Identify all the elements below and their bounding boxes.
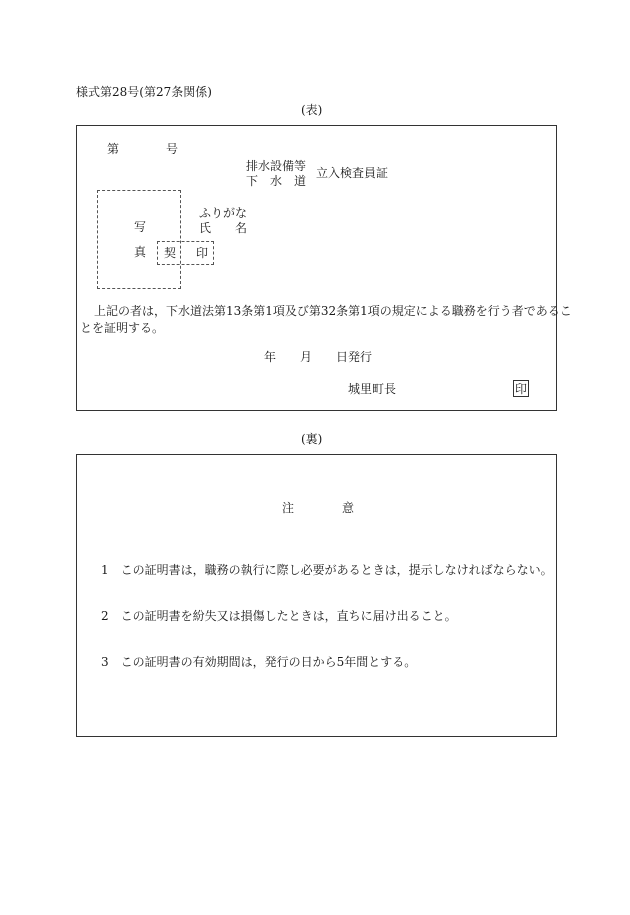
title-main: 立入検査員証 — [316, 166, 389, 180]
name-label: 氏 名 — [199, 221, 248, 235]
front-side-label: (表) — [301, 103, 323, 117]
number-dai: 第 — [107, 142, 120, 156]
photo-box — [97, 190, 181, 289]
notice-heading: 注 意 — [282, 501, 355, 515]
number-go: 号 — [166, 142, 179, 156]
back-side-label: (裏) — [301, 432, 323, 446]
photo-char-2: 真 — [134, 245, 147, 259]
note-item-1: 1 この証明書は，職務の執行に際し必要があるときは，提示しなければならない。 — [101, 563, 553, 577]
kei-char: 契 — [164, 246, 177, 260]
note-item-3: 3 この証明書の有効期間は，発行の日から5年間とする。 — [101, 655, 417, 669]
photo-char-1: 写 — [134, 220, 147, 234]
issuer-seal-char: 印 — [514, 381, 527, 396]
in-char: 印 — [196, 246, 209, 260]
title-line2: 下 水 道 — [246, 174, 307, 188]
issuer-seal-icon — [513, 380, 529, 397]
title-line1: 排水設備等 — [246, 159, 307, 173]
furigana-label: ふりがな — [199, 206, 248, 220]
issue-date: 年 月 日発行 — [264, 350, 373, 364]
back-card — [76, 454, 557, 737]
statement-line-2: とを証明する。 — [80, 321, 165, 335]
form-title: 様式第28号(第27条関係) — [76, 85, 212, 99]
note-item-2: 2 この証明書を紛失又は損傷したときは，直ちに届け出ること。 — [101, 609, 457, 623]
issuer: 城里町長 — [348, 382, 397, 396]
statement-line-1: 上記の者は，下水道法第13条第1項及び第32条第1項の規定による職務を行う者であるこ — [94, 304, 572, 318]
